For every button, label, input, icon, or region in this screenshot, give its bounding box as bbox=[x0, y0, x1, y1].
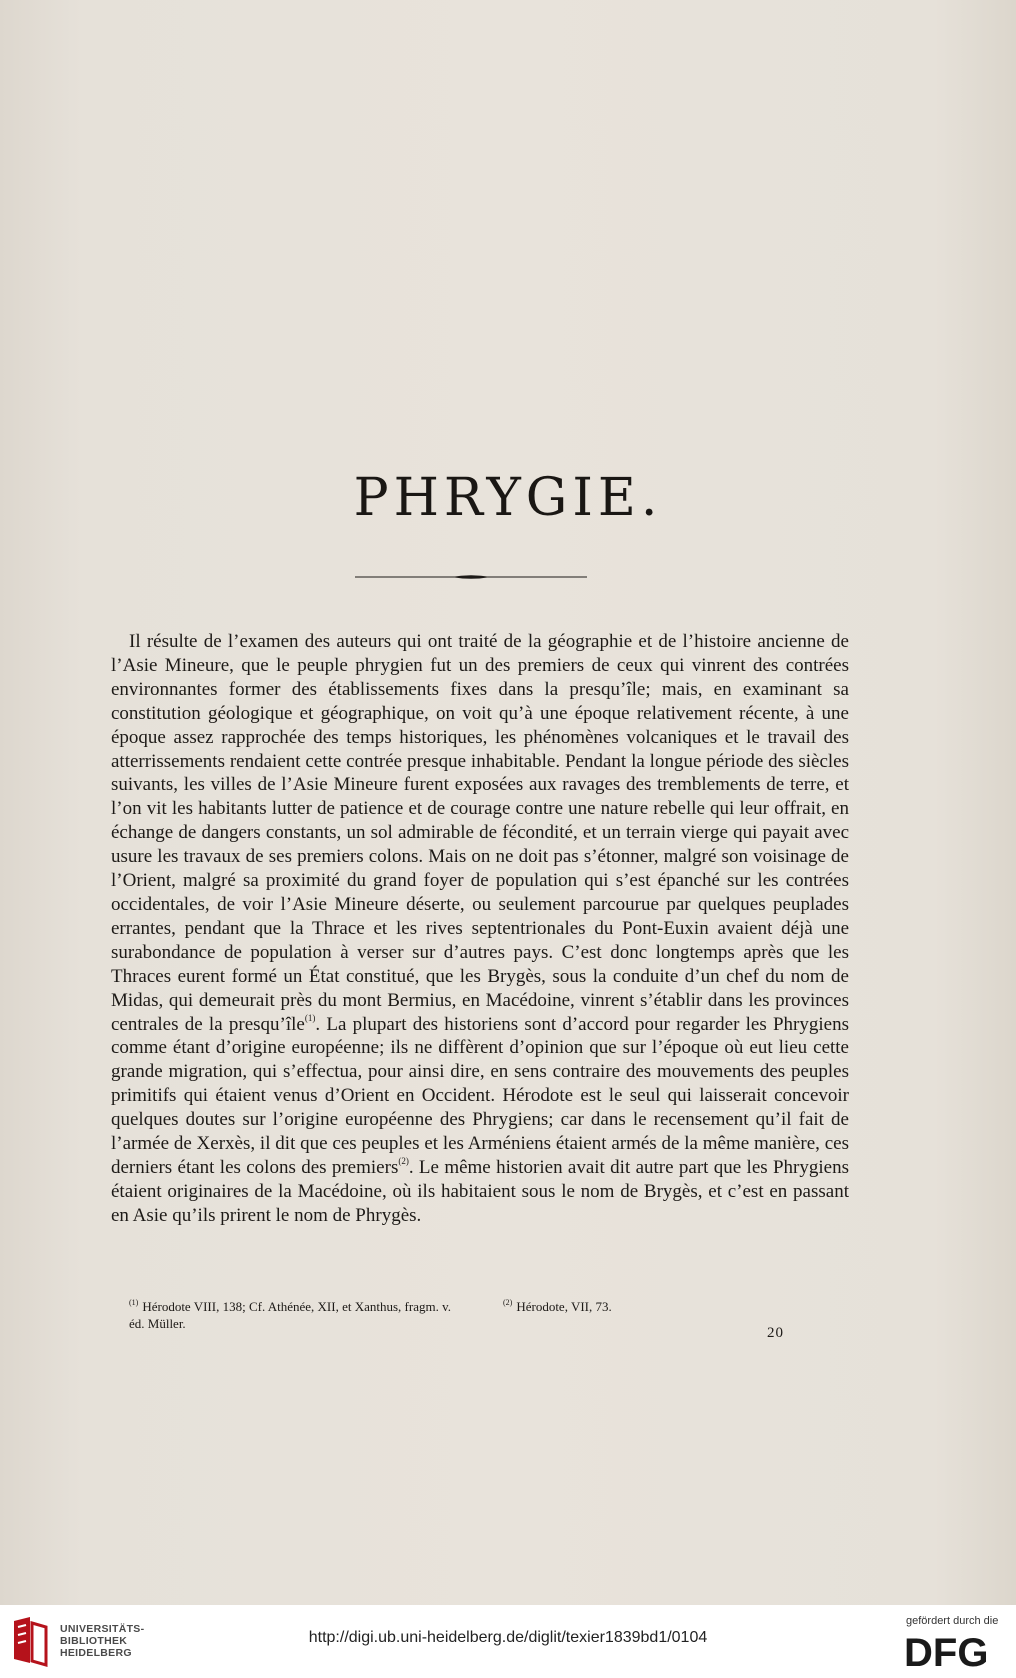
footnote-text: Hérodote VIII, 138; Cf. Athénée, XII, et Xanthus, fragm. v. éd. Müller. bbox=[129, 1299, 451, 1331]
library-name-line: HEIDELBERG bbox=[60, 1647, 132, 1659]
library-name-line: UNIVERSITÄTS- bbox=[60, 1623, 145, 1635]
page-number: 20 bbox=[767, 1325, 784, 1341]
permalink-url[interactable]: http://digi.ub.uni-heidelberg.de/diglit/texier1839bd1/0104 bbox=[308, 1629, 708, 1646]
footnote-ref-1[interactable]: (1) bbox=[304, 1012, 316, 1023]
footnote-1 bbox=[129, 1294, 459, 1332]
library-name-line: BIBLIOTHEK bbox=[60, 1635, 128, 1647]
dfg-logo-icon[interactable] bbox=[902, 1632, 1006, 1670]
paragraph-part: Il résulte de l’examen des auteurs qui ont traité de la géographie et de l’histoire ancienne de l’Asie Mineure, que le peuple phrygien fut un des premiers de ceux qui vinrent des contrées environnantes former des établissements fixes dans la presqu’île; mais, en examinant sa constitution géologique et géographique, on voit qu’à une époque relativement récente, à une époque assez rapprochée des temps historiques, les phénomènes volcaniques et le travail des atterrissements rendaient cette contrée presque inhabitable. Pendant la longue période des siècles suivants, les villes de l’Asie Mineure furent exposées aux ravages des tremblements de terre, et l’on vit les habitants lutter de patience et de courage contre une nature rebelle qui leur offrait, en échange de dangers constants, un sol admirable de fécondité, et un terrain vierge qui payait avec usure les travaux de ses premiers colons. Mais on ne doit pas s’étonner, malgré son voisinage de l’Orient, malgré sa proximité du grand foyer de population qui s’est épanché sur les contrées occidentales, de voir l’Asie Mineure déserte, ou seulement parcourue par quelques peuplades errantes, pendant que la Thrace et les rives septentrionales du Pont-Euxin avaient déjà une surabondance de population à verser sur d’autres pays. C’est donc longtemps après que les Thraces eurent formé un État constitué, que les Brygès, sous la conduite d’un chef du nom de Midas, qui demeurait près du mont Bermius, en Macédoine, vinrent s’établir dans les provinces centrales de la presqu’île bbox=[111, 631, 849, 1035]
footnote-2 bbox=[503, 1294, 703, 1315]
paragraph-part: . Le même historien avait dit autre part que les Phrygiens étaient originaires de la Macédoine, où ils habitaient sous le nom de Brygès, et c’est en passant en Asie qu’ils prirent le nom de Phrygès. bbox=[111, 1156, 849, 1226]
ornamental-rule bbox=[355, 574, 587, 580]
body-paragraph bbox=[111, 630, 849, 1228]
paragraph-part: . La plupart des historiens sont d’accord pour regarder les Phrygiens comme étant d’origine européenne; ils ne diffèrent d’opinion que sur l’époque où eut lieu cette grande migration, qui s’effectua, pour ainsi dire, en sens contraire des mouvements des peuples primitifs qui étaient venus d’Orient en Occident. Hérodote est le seul qui laisserait concevoir quelques doutes sur l’origine européenne des Phrygiens; car dans le recensement qu’il fait de l’armée de Xerxès, il dit que ces peuples et les Arméniens étaient armés de la même manière, ces derniers étant les colons des premiers bbox=[111, 1013, 849, 1178]
footnote-mark: (2) bbox=[503, 1298, 513, 1307]
footnote-mark: (1) bbox=[129, 1298, 139, 1307]
footnote-ref-2[interactable]: (2) bbox=[398, 1155, 409, 1166]
dfg-logo-text: DFG bbox=[904, 1632, 989, 1670]
funded-by-label: gefördert durch die bbox=[906, 1615, 999, 1627]
page-title: PHRYGIE. bbox=[353, 468, 663, 528]
viewer-footer bbox=[0, 1605, 1016, 1678]
footnote-text: Hérodote, VII, 73. bbox=[516, 1299, 612, 1314]
body-text bbox=[111, 630, 849, 1228]
